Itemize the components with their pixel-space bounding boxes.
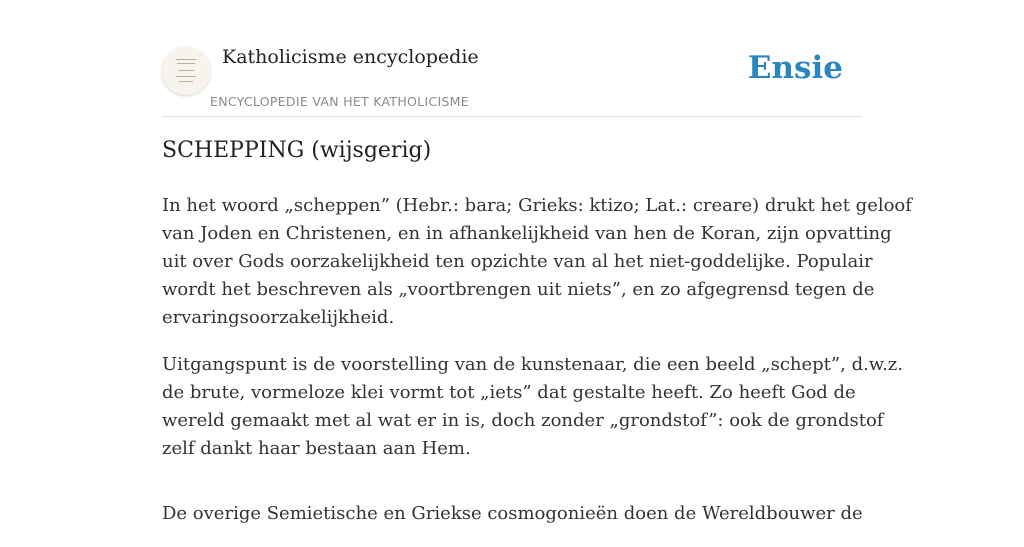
book-subtitle: ENCYCLOPEDIE VAN HET KATHOLICISME	[210, 94, 469, 109]
book-title[interactable]: Katholicisme encyclopedie	[222, 46, 479, 68]
article-title: SCHEPPING (wijsgerig)	[162, 138, 432, 163]
text-line: wordt het beschreven als „voortbrengen uit niets”, en zo afgegrensd tegen de	[162, 279, 875, 300]
text-line: de brute, vormeloze klei vormt tot „iets” dat gestalte heeft. Zo heeft God de	[162, 382, 856, 403]
brand-logo-link[interactable]: Ensie	[747, 50, 843, 86]
book-cover-image[interactable]	[162, 47, 210, 95]
text-line: wereld gemaakt met al wat er in is, doch zonder „grondstof”: ook de grondstof	[162, 410, 884, 431]
text-line: De overige Semietische en Griekse cosmogonieën doen de Wereldbouwer de	[162, 503, 863, 524]
text-line: uit over Gods oorzakelijkheid ten opzichte van al het niet-goddelijke. Populair	[162, 251, 873, 272]
text-line: van Joden en Christenen, en in afhankelijkheid van hen de Koran, zijn opvatting	[162, 223, 892, 244]
text-line: In het woord „scheppen” (Hebr.: bara; Grieks: ktizo; Lat.: creare) drukt het geloof	[162, 195, 912, 216]
paragraph	[162, 192, 912, 332]
text-line: Uitgangspunt is de voorstelling van de kunstenaar, die een beeld „schept”, d.w.z.	[162, 354, 904, 375]
paragraph	[162, 351, 904, 463]
article-body	[162, 192, 912, 547]
header	[162, 40, 862, 117]
text-line: zelf dankt haar bestaan aan Hem.	[162, 438, 471, 459]
paragraph	[162, 500, 867, 528]
text-line: ervaringsoorzakelijkheid.	[162, 307, 395, 328]
